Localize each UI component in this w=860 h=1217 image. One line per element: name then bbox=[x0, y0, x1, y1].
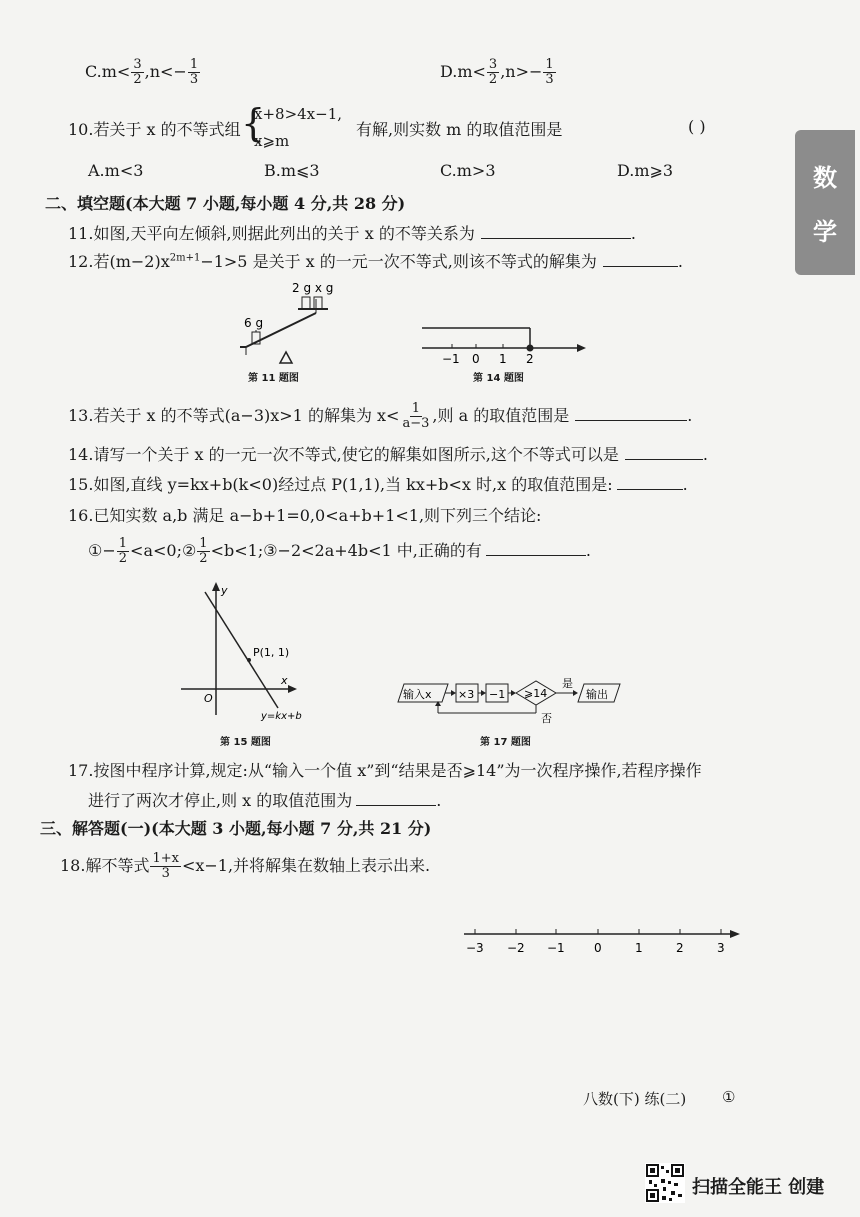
q16-c1-frac bbox=[117, 537, 129, 566]
frac-num: 3 bbox=[133, 57, 142, 72]
fig11-left-weight: 6 g bbox=[244, 316, 264, 330]
q12-end: . bbox=[677, 252, 683, 271]
page-number: ① bbox=[722, 1088, 736, 1106]
q15-answer-blank[interactable] bbox=[617, 475, 683, 490]
q10-system-line2: x⩾m bbox=[254, 132, 290, 150]
q16-c1-prefix: ①− bbox=[88, 541, 116, 560]
q14-text bbox=[68, 442, 708, 465]
frac-num: 3 bbox=[488, 57, 498, 72]
q16-c2-frac bbox=[197, 537, 209, 566]
q17-stem: 进行了两次才停止,则 x 的取值范围为 bbox=[88, 791, 353, 810]
q18-text bbox=[60, 852, 430, 881]
frac-den: 3 bbox=[545, 72, 554, 87]
page-footer-label: 八数(下) 练(二) bbox=[583, 1090, 687, 1108]
numberline-tick-label: 2 bbox=[676, 941, 684, 955]
q10-option-d: D.m⩾3 bbox=[617, 161, 674, 180]
fig15-x-label: x bbox=[281, 674, 288, 687]
fig15-origin: O bbox=[204, 692, 213, 705]
fig11-right-weight: 2 g x g bbox=[292, 281, 334, 295]
q11-text bbox=[68, 221, 636, 244]
fig14-tick-label: −1 bbox=[442, 352, 460, 366]
q9-c-prefix: C.m< bbox=[85, 62, 131, 81]
frac-num: 1 bbox=[199, 536, 208, 551]
frac-num: 1 bbox=[118, 536, 128, 551]
q12-exponent: 2m+1 bbox=[169, 252, 201, 264]
frac-num: 1 bbox=[545, 57, 554, 72]
q14-stem: 14.请写一个关于 x 的一元一次不等式,使它的解集如图所示,这个不等式可以是 bbox=[68, 445, 619, 464]
q12-text bbox=[68, 249, 683, 272]
fig17-no-label: 否 bbox=[541, 712, 552, 725]
q10-system-line1: x+8>4x−1, bbox=[254, 105, 343, 123]
q15-end: . bbox=[682, 475, 688, 494]
q11-end: . bbox=[630, 224, 636, 243]
fig17-output: 输出 bbox=[586, 688, 608, 701]
section-2-title: 二、填空题(本大题 7 小题,每小题 4 分,共 28 分) bbox=[45, 194, 406, 213]
frac-den: 3 bbox=[161, 866, 170, 881]
side-tab-char-1: 数 bbox=[813, 164, 837, 192]
q16-line2 bbox=[88, 537, 591, 566]
q18-suffix: <x−1,并将解集在数轴上表示出来. bbox=[181, 856, 431, 875]
q16-end: . bbox=[585, 541, 591, 560]
fig14-tick-label: 2 bbox=[526, 352, 534, 366]
q14-answer-blank[interactable] bbox=[625, 445, 703, 460]
q18-prefix: 18.解不等式 bbox=[60, 856, 150, 875]
fig15-caption: 第 15 题图 bbox=[220, 737, 271, 748]
fig14-tick-label: 1 bbox=[499, 352, 507, 366]
q15-text bbox=[68, 472, 688, 495]
numberline-tick-label: −2 bbox=[507, 941, 525, 955]
frac-den: 2 bbox=[118, 551, 128, 566]
q17-end: . bbox=[436, 791, 442, 810]
fig14-tick-label: 0 bbox=[472, 352, 480, 366]
frac-num: 1 bbox=[411, 401, 421, 416]
fig15-y-label: y bbox=[221, 584, 228, 597]
numberline-tick-label: 3 bbox=[717, 941, 725, 955]
fig11-caption: 第 11 题图 bbox=[248, 373, 299, 384]
fig15-graph bbox=[175, 580, 315, 725]
fig17-op-times3: ×3 bbox=[458, 688, 475, 701]
q10-option-a: A.m<3 bbox=[88, 161, 144, 180]
q16-line1: 16.已知实数 a,b 满足 a−b+1=0,0<a+b+1<1,则下列三个结论: bbox=[68, 506, 542, 525]
q18-frac bbox=[150, 852, 181, 881]
fig17-input: 输入x bbox=[403, 688, 432, 701]
frac-den: 2 bbox=[488, 72, 498, 87]
numberline-tick-label: 0 bbox=[594, 941, 602, 955]
q13-frac bbox=[400, 402, 431, 431]
subject-side-tab bbox=[795, 130, 855, 275]
numberline-tick-label: −1 bbox=[547, 941, 565, 955]
q16-c1-suffix: <a<0;② bbox=[130, 541, 197, 560]
q9-d-frac2 bbox=[543, 58, 555, 87]
fig15-line-label: y=kx+b bbox=[261, 711, 302, 722]
frac-den: 2 bbox=[133, 72, 142, 87]
fig17-op-minus1: −1 bbox=[489, 688, 506, 701]
q10-option-c: C.m>3 bbox=[440, 161, 496, 180]
q10-answer-paren: ( ) bbox=[688, 117, 706, 136]
q13-prefix: 13.若关于 x 的不等式(a−3)x>1 的解集为 x< bbox=[68, 406, 400, 425]
q17-answer-blank[interactable] bbox=[356, 791, 436, 806]
q9-c-frac1 bbox=[131, 58, 143, 87]
fig15-point-label: P(1, 1) bbox=[253, 646, 290, 659]
numberline-tick-label: 1 bbox=[635, 941, 643, 955]
q13-answer-blank[interactable] bbox=[575, 406, 687, 421]
fig17-caption: 第 17 题图 bbox=[480, 737, 531, 748]
q12-suffix: −1>5 是关于 x 的一元一次不等式,则该不等式的解集为 bbox=[200, 252, 597, 271]
q10-brace: { bbox=[241, 101, 266, 145]
q16-c2-suffix: <b<1;③−2<2a+4b<1 中,正确的有 bbox=[210, 541, 482, 560]
fig17-condition: ⩾14 bbox=[524, 687, 548, 700]
frac-den: 2 bbox=[199, 551, 208, 566]
fig14-number-line bbox=[420, 318, 590, 368]
frac-num: 1 bbox=[189, 57, 199, 72]
q13-end: . bbox=[687, 406, 693, 425]
frac-num: 1+x bbox=[152, 851, 179, 866]
q10-option-b: B.m⩽3 bbox=[264, 161, 320, 180]
q11-answer-blank[interactable] bbox=[481, 224, 631, 239]
q15-stem: 15.如图,直线 y=kx+b(k<0)经过点 P(1,1),当 kx+b<x 时,x 的取值范围是: bbox=[68, 475, 613, 494]
q13-suffix: ,则 a 的取值范围是 bbox=[432, 406, 570, 425]
q14-end: . bbox=[702, 445, 708, 464]
q11-stem: 11.如图,天平向左倾斜,则据此列出的关于 x 的不等关系为 bbox=[68, 224, 475, 243]
q12-answer-blank[interactable] bbox=[603, 252, 678, 267]
q10-suffix: 有解,则实数 m 的取值范围是 bbox=[356, 120, 563, 139]
q17-line2 bbox=[88, 788, 441, 811]
numberline-tick-label: −3 bbox=[466, 941, 484, 955]
side-tab-char-2: 学 bbox=[813, 218, 837, 246]
q12-prefix: 12.若(m−2)x bbox=[68, 252, 170, 271]
scanner-watermark-text: 扫描全能王 创建 bbox=[692, 1177, 825, 1198]
fig17-flowchart bbox=[396, 677, 626, 725]
fig17-yes-label: 是 bbox=[562, 677, 573, 690]
q9-c-mid: ,n<− bbox=[144, 62, 187, 81]
q13-text bbox=[68, 402, 692, 431]
fig14-caption: 第 14 题图 bbox=[473, 373, 524, 384]
q9-d-frac1 bbox=[487, 58, 499, 87]
q9-option-c bbox=[85, 58, 201, 87]
qr-code-icon bbox=[645, 1163, 685, 1203]
frac-den: a−3 bbox=[402, 416, 430, 431]
q9-option-d bbox=[440, 58, 557, 87]
q16-answer-blank[interactable] bbox=[486, 541, 586, 556]
frac-den: 3 bbox=[189, 72, 199, 87]
section-3-title: 三、解答题(一)(本大题 3 小题,每小题 7 分,共 21 分) bbox=[40, 819, 432, 838]
q9-c-frac2 bbox=[188, 58, 200, 87]
q18-number-line[interactable] bbox=[460, 920, 745, 960]
q9-d-mid: ,n>− bbox=[500, 62, 543, 81]
q17-line1: 17.按图中程序计算,规定:从“输入一个值 x”到“结果是否⩾14”为一次程序操作,若程序操作 bbox=[68, 761, 702, 780]
q10-prefix: 10.若关于 x 的不等式组 bbox=[68, 120, 241, 139]
q9-d-prefix: D.m< bbox=[440, 62, 486, 81]
